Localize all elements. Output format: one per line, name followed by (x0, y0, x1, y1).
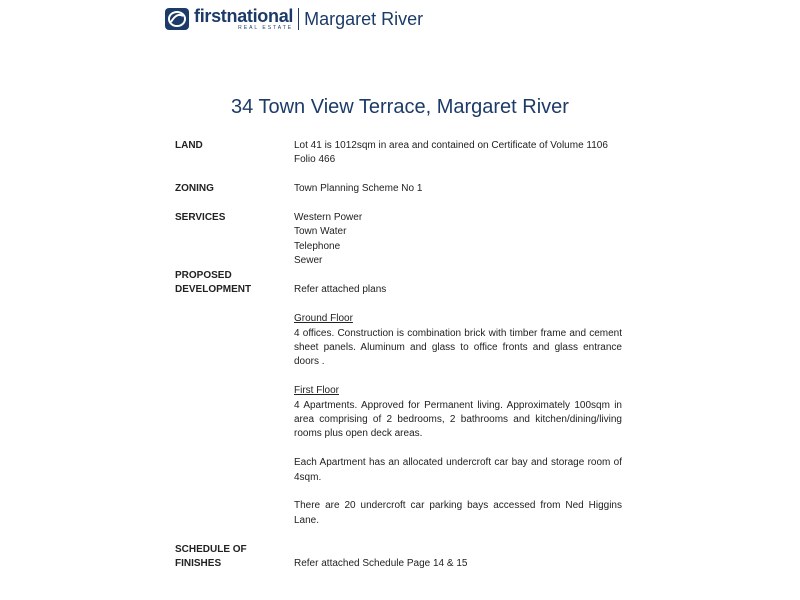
proposed-label (175, 269, 290, 298)
first-national-logo-icon (165, 8, 189, 30)
brand-sub: REAL ESTATE (238, 25, 294, 31)
office-name: Margaret River (304, 8, 424, 29)
header (165, 4, 423, 34)
service-item: Western Power (294, 212, 363, 223)
schedule-refer: Refer attached Schedule Page 14 & 15 (294, 558, 468, 570)
proposed-refer: Refer attached plans (294, 284, 387, 296)
service-item: Town Water (294, 226, 347, 238)
brand-divider (298, 8, 299, 30)
land-label: LAND (175, 140, 203, 151)
brand (194, 7, 293, 31)
schedule-label-line-1: SCHEDULE OF (175, 544, 247, 555)
schedule-label-line-2: FINISHES (175, 558, 222, 570)
schedule-value (294, 543, 622, 572)
page-title: 34 Town View Terrace, Margaret River (231, 96, 569, 118)
service-item: Telephone (294, 240, 341, 252)
first-floor-heading: First Floor (294, 385, 339, 397)
first-floor-text: 4 Apartments. Approved for Permanent living. Approximately 100sqm in area comprising of 2 bedrooms, 2 bathrooms and kitchen/dining/living rooms plus open deck areas. (294, 399, 622, 440)
service-item: Sewer (294, 255, 323, 267)
services-label: SERVICES (175, 212, 226, 223)
proposed-label-line-2: DEVELOPMENT (175, 284, 252, 296)
brand-name: firstnational (194, 6, 294, 26)
proposed-label-line-1: PROPOSED (175, 270, 232, 281)
parking-note: There are 20 undercroft car parking bays accessed from Ned Higgins Lane. (294, 500, 622, 526)
ground-floor-heading: Ground Floor (294, 313, 353, 325)
apartment-note: Each Apartment has an allocated undercroft car bay and storage room of 4sqm. (294, 457, 622, 483)
ground-floor-text: 4 offices. Construction is combination brick with timber frame and cement sheet panels. Aluminum and glass to office fronts and glass entrance doors . (294, 327, 622, 368)
schedule-label (175, 543, 290, 572)
zoning-value: Town Planning Scheme No 1 (294, 183, 423, 194)
land-line-2: Folio 466 (294, 154, 336, 166)
services-list (294, 211, 622, 269)
land-line-1: Lot 41 is 1012sqm in area and contained on Certificate of Volume 1106 (294, 140, 608, 151)
zoning-label: ZONING (175, 183, 214, 194)
proposed-value (294, 269, 622, 528)
land-value (294, 139, 622, 168)
